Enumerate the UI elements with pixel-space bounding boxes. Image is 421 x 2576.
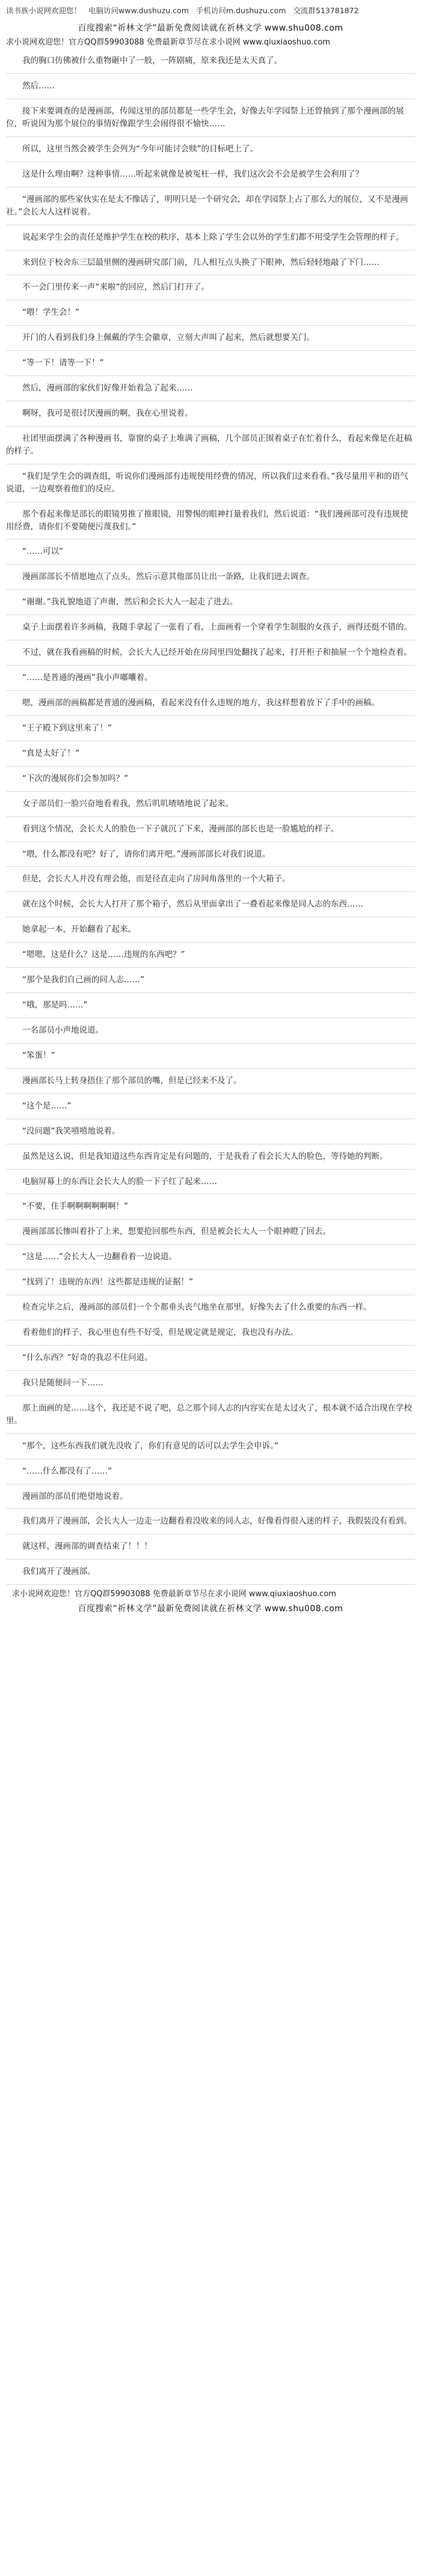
chapter-paragraph: 我们离开了漫画部，会长大人一边走一边翻看着没收来的同人志，好像看得很入迷的样子，我假装没有看到。 [6,1509,415,1534]
chapter-paragraph: “我们是学生会的调查组，听说你们漫画部有违规使用经费的情况，所以我们过来看看。”我尽量用平和的语气说道，一边观察着他们的反应。 [6,464,415,502]
chapter-paragraph: 不一会门里传来一声“来啦”的回应，然后门打开了。 [6,275,415,300]
top-link-bar [0,0,421,19]
chapter-paragraph: “……可以” [6,539,415,565]
chapter-paragraph: 然后，漫画部的家伙们好像开始着急了起来…… [6,376,415,401]
chapter-paragraph: 那个看起来像是部长的眼镜男推了推眼镜，用警惕的眼神打量着我们，然后说道：“我们漫画部可没有违规使用经费，请你们不要随便污蔑我们。” [6,502,415,540]
chapter-paragraph: 开门的人看到我们身上佩戴的学生会徽章，立刻大声叫了起来，然后就想要关门。 [6,326,415,351]
chapter-paragraph: “喂，什么都没有吧？好了，请你们离开吧。”漫画部部长对我们说道。 [6,842,415,867]
chapter-paragraph: 这是什么理由啊？这种事情……听起来就像是被冤枉一样，我们这次会不会是被学生会利用了？ [6,162,415,187]
chapter-paragraph: “嗯嗯，这是什么？这是……违规的东西吧？” [6,943,415,968]
chapter-paragraph: 那上面画的是……这个，我还是不说了吧，总之那个同人志的内容实在是太过火了，根本就不适合出现在学校里。 [6,1396,415,1434]
chapter-paragraph: “那个，这些东西我们就先没收了，你们有意见的话可以去学生会申诉。” [6,1434,415,1459]
header-ad-line[interactable]: 百度搜索“祈林文学”最新免费阅读就在祈林文学 www.shu008.com [78,23,343,34]
chapter-paragraph: “漫画部的那些家伙实在是太不像话了，明明只是一个研究会，却在学园祭上占了那么大的展位，又不是漫画社。”会长大人这样说着。 [6,187,415,225]
header-sub-line: 求小说网欢迎您！官方QQ群59903088 免费最新章节尽在求小说网 www.qiuxiaoshuo.com [6,38,330,47]
chapter-paragraph: “找到了！违规的东西！这些都是违规的证据！” [6,1270,415,1295]
chapter-paragraph: 检查完毕之后，漫画部的部员们一个个都垂头丧气地坐在那里，好像失去了什么重要的东西一样。 [6,1295,415,1320]
chapter-paragraph: 嗯，漫画部的画稿都是普通的漫画稿，看起来没有什么违规的地方，我这样想着放下了手中的画稿。 [6,691,415,716]
chapter-paragraph: 不过，就在我看画稿的时候，会长大人已经开始在房间里四处翻找了起来，打开柜子和抽屉一个个地检查着。 [6,640,415,666]
chapter-paragraph: 但是，会长大人并没有理会他，而是径直走向了房间角落里的一个大箱子。 [6,867,415,892]
chapter-paragraph: 女子部员们一脸兴奋地看着我，然后叽叽喳喳地说了起来。 [6,792,415,817]
chapter-paragraph: 接下来要调查的是漫画部，传闻这里的部员都是一些学生会，好像去年学园祭上还曾抽到了那个漫画部的展位，听说因为那个展位的事情好像跟学生会闹得很不愉快…… [6,99,415,137]
chapter-paragraph: 看着他们的样子，我心里也有些不好受，但是规定就是规定，我也没有办法。 [6,1320,415,1346]
chapter-paragraph: 啊呀，我可是很讨厌漫画的啊，我在心里说着。 [6,401,415,427]
page-footer [0,1585,421,1616]
chapter-paragraph: “真是太好了！” [6,741,415,767]
site-welcome-link[interactable]: 读书族小说网欢迎您！ [6,6,82,15]
chapter-paragraph: 漫画部部长惨叫着扑了上来，想要抢回那些东西，但是被会长大人一个眼神瞪了回去。 [6,1220,415,1245]
chapter-paragraph: 我只是随便问一下…… [6,1371,415,1396]
chapter-paragraph: “谢谢。”我礼貌地道了声谢，然后和会长大人一起走了进去。 [6,590,415,615]
chapter-paragraph: “哦，那是吗……” [6,993,415,1018]
pc-url-link[interactable]: 电脑访问www.dushuzu.com [88,6,189,15]
chapter-paragraph: 电脑屏幕上的东西让会长大人的脸一下子红了起来…… [6,1170,415,1195]
chapter-paragraph: 漫画部部长不情愿地点了点头，然后示意其他部员让出一条路，让我们进去调查。 [6,565,415,590]
chapter-paragraph: “什么东西？”好奇的我忍不住问道。 [6,1346,415,1371]
footer-sub-line: 求小说网欢迎您！官方QQ群59903088 免费最新章节尽在求小说网 www.qiuxiaoshuo.com [12,1590,336,1599]
chapter-paragraph: “没问题”我笑嘻嘻地说着。 [6,1119,415,1144]
chapter-paragraph: “……什么都没有了……” [6,1459,415,1484]
chapter-paragraph: 看到这个情况，会长大人的脸色一下子就沉了下来，漫画部的部长也是一脸尴尬的样子。 [6,817,415,842]
chapter-paragraph: “这个是……” [6,1094,415,1119]
chapter-paragraph: “……是普通的漫画”我小声嘟囔着。 [6,666,415,691]
chapter-paragraph: “那个是我们自己画的同人志……” [6,968,415,993]
chapter-content [0,49,421,1585]
chapter-paragraph: “喂！学生会！” [6,300,415,326]
chapter-paragraph: 就在这个时候，会长大人打开了那个箱子，然后从里面拿出了一叠看起来像是同人志的东西…… [6,892,415,917]
chapter-paragraph: 一名部员小声地说道。 [6,1018,415,1043]
chapter-paragraph: 漫画部长马上转身捂住了那个部员的嘴，但是已经来不及了。 [6,1069,415,1094]
chapter-paragraph: 我的胸口仿佛被什么重物砸中了一般，一阵剧痛，原来我还是太天真了。 [6,49,415,74]
chapter-paragraph: 来到位于校舍东三层最里侧的漫画研究部门前，几人相互点头换了下眼神，然后轻轻地敲了下门…… [6,251,415,276]
mobile-url-link[interactable]: 手机访问m.dushuzu.com [195,6,286,15]
chapter-paragraph: 然后…… [6,74,415,99]
chapter-paragraph: 她拿起一本，开始翻看了起来。 [6,917,415,943]
chapter-paragraph: 我们离开了漫画部。 [6,1560,415,1585]
chapter-paragraph: “这是……”会长大人一边翻看着一边说道。 [6,1245,415,1270]
chapter-paragraph: 所以，这里当然会被学生会列为“今年可能讨会赎”的目标吧上了。 [6,137,415,162]
chapter-paragraph: 说起来学生会的责任是维护学生在校的秩序，基本上除了学生会以外的学生们都不用受学生会管理的样子。 [6,225,415,251]
chapter-paragraph: “下次的漫展你们会参加吗？” [6,767,415,792]
chapter-paragraph: 漫画部的部员们绝望地说着。 [6,1484,415,1510]
chapter-paragraph: “王子殿下到这里来了！” [6,716,415,741]
chapter-paragraph: “等一下！请等一下！” [6,351,415,376]
chapter-paragraph: “笨蛋！” [6,1043,415,1069]
chapter-paragraph: 就这样，漫画部的调查结束了！！！ [6,1534,415,1560]
chapter-paragraph: 桌子上面摆着许多画稿，我随手拿起了一张看了看，上面画着一个穿着学生制服的女孩子，画得还挺不错的。 [6,615,415,640]
qq-group-text: 交流群513781872 [293,6,359,15]
chapter-paragraph: 虽然是这么说，但是我知道这些东西肯定是有问题的，于是我看了看会长大人的脸色，等待她的判断。 [6,1144,415,1170]
footer-ad-line[interactable]: 百度搜索“祈林文学”最新免费阅读就在祈林文学 www.shu008.com [78,1604,343,1614]
chapter-paragraph: 社团里面摆满了各种漫画书，靠窗的桌子上堆满了画稿，几个部员正围着桌子在忙着什么，看起来像是在赶稿的样子。 [6,427,415,464]
chapter-paragraph: “不要，住手啊啊啊啊啊啊！” [6,1194,415,1220]
